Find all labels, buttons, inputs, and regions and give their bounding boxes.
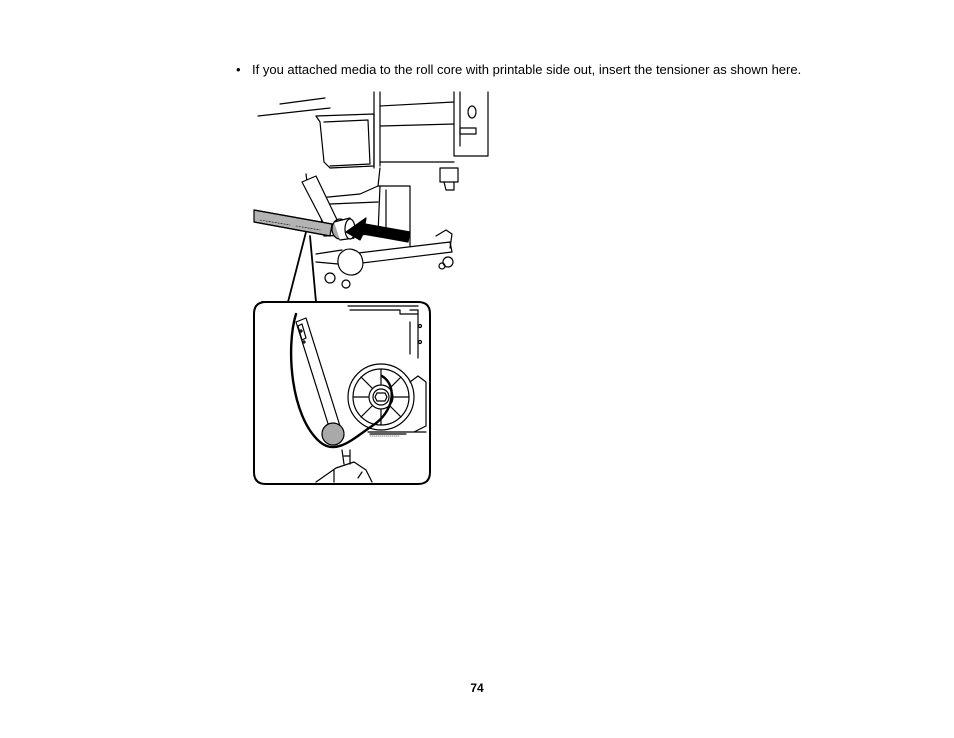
instruction-text: If you attached media to the roll core with printable side out, insert the tensioner as shown here. bbox=[252, 62, 802, 77]
page-number: 74 bbox=[470, 681, 484, 695]
printer-unit-drawing bbox=[258, 92, 488, 288]
instruction-bullet-item bbox=[236, 62, 801, 78]
zoom-inset bbox=[254, 302, 430, 484]
callout-connector bbox=[288, 232, 316, 302]
tensioner-insertion-illustration bbox=[250, 86, 494, 488]
bullet-marker: • bbox=[236, 62, 241, 77]
